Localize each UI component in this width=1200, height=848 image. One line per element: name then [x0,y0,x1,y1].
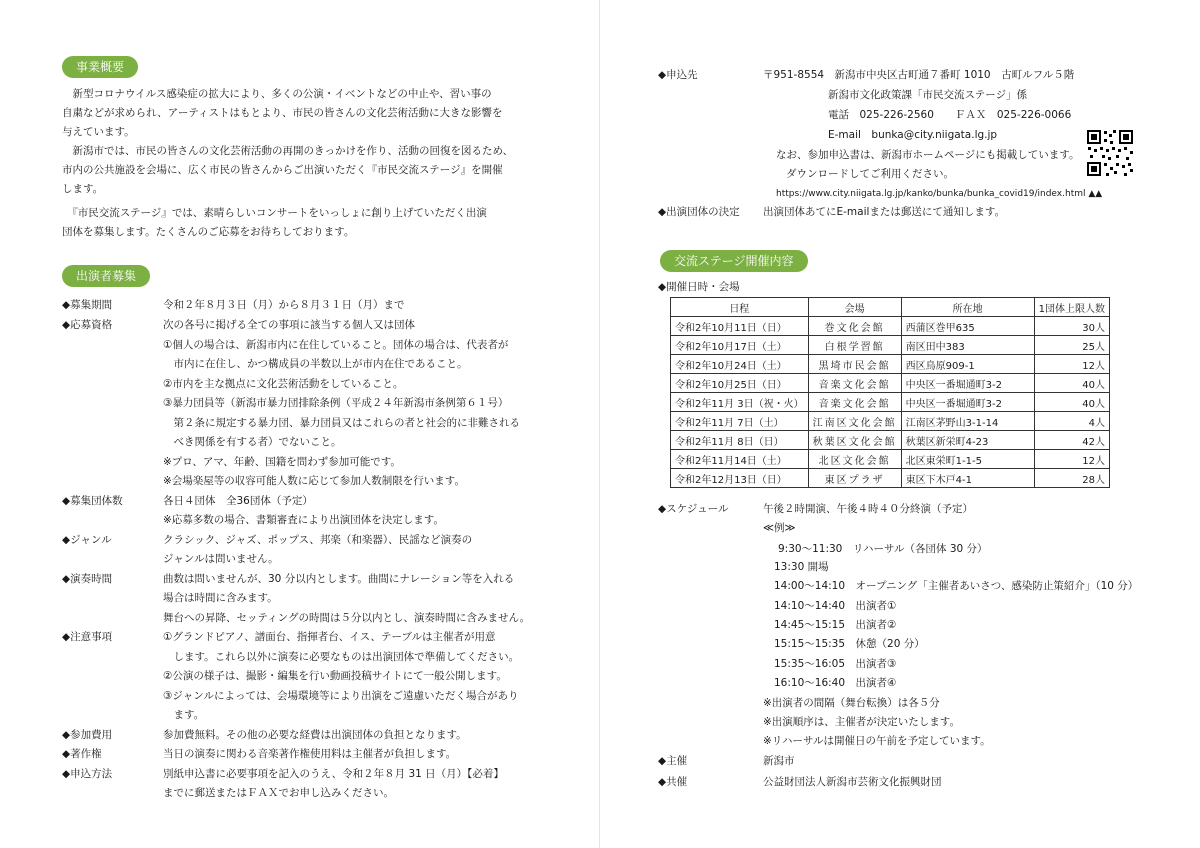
cell-capacity: 12人 [1034,450,1109,469]
co-organizer-label: ◆共催 [658,776,688,788]
cell-capacity: 25人 [1034,336,1109,355]
notes-line: します。これら以外に演奏に必要なものは出演団体で準備してください。 [163,651,520,663]
decision-label: ◆出演団体の決定 [658,206,740,218]
cell-date: 令和2年11月 8日（日） [671,431,809,450]
cell-venue: 秋葉区文化会館 [808,431,901,450]
schedule-entry: 14:10～14:40 出演者① [774,600,897,612]
cell-capacity: 40人 [1034,374,1109,393]
eligibility-line: ※プロ、アマ、年齢、国籍を問わず参加可能です。 [163,456,401,468]
cell-date: 令和2年10月11日（日） [671,317,809,336]
overview-line: 市内の公共施設を会場に、広く市民の皆さんからご出演いただく『市民交流ステージ』を開催 [62,164,503,176]
qr-code-icon [1086,129,1134,177]
schedule-entry: 15:35～16:05 出演者③ [774,658,897,670]
schedule-entry: 14:00～14:10 オープニング「主催者あいさつ、感染防止策紹介」（10 分） [774,580,1139,592]
cell-date: 令和2年11月 3日（祝・火） [671,393,809,412]
eligibility-line: ②市内を主な拠点に文化芸術活動をしていること。 [163,378,404,390]
apply-postal: 〒951-8554 新潟市中央区古町通７番町 1010 古町ルフル５階 [763,69,1075,81]
venue-table-header [671,298,1110,317]
cell-address: 中央区一番堀通町3-2 [901,374,1034,393]
eligibility-label: ◆応募資格 [62,319,113,331]
table-row [671,450,1110,469]
cell-address: 東区下木戸4-1 [901,469,1034,488]
apply-method-label: ◆申込方法 [62,768,113,780]
notes-line: ①グランドピアノ、譜面台、指揮者台、イス、テーブルは主催者が用意 [163,631,496,643]
copyright-label: ◆著作権 [62,748,102,760]
cell-venue: 巻文化会館 [808,317,901,336]
group-count-label: ◆募集団体数 [62,495,123,507]
schedule-label: ◆スケジュール [658,503,729,515]
duration-line: 曲数は問いませんが、30 分以内とします。曲間にナレーション等を入れる [163,573,515,585]
cell-address: 西蒲区巻甲635 [901,317,1034,336]
schedule-entry: 14:45～15:15 出演者② [774,619,897,631]
genre-line: クラシック、ジャズ、ポップス、邦楽（和楽器）、民謡など演奏の [163,534,473,546]
cell-capacity: 4人 [1034,412,1109,431]
cell-venue: 東区プラザ [808,469,901,488]
cell-venue: 音楽文化会館 [808,393,901,412]
schedule-entry: 15:15～15:35 休憩（20 分） [774,638,925,650]
apply-method-line: までに郵送またはＦＡＸでお申し込みください。 [163,787,394,799]
table-row [671,355,1110,374]
notes-line: ます。 [163,709,205,721]
cell-capacity: 40人 [1034,393,1109,412]
apply-to-label: ◆申込先 [658,69,698,81]
cell-address: 南区田中383 [901,336,1034,355]
genre-label: ◆ジャンル [62,534,112,546]
notes-line: ②公演の様子は、撮影・編集を行い動画投稿サイトにて一般公開します。 [163,670,507,682]
apply-note: なお、参加申込書は、新潟市ホームページにも掲載しています。 [776,149,1080,161]
overview-line: 団体を募集します。たくさんのご応募をお待ちしております。 [62,226,355,238]
apply-office: 新潟市文化政策課「市民交流ステージ」係 [828,89,1028,101]
copyright-value: 当日の演奏に関わる音楽著作権使用料は主催者が負担します。 [163,748,457,760]
cell-date: 令和2年10月25日（日） [671,374,809,393]
group-count-line: 各日４団体 全36団体（予定） [163,495,313,507]
organizer-value: 新潟市 [763,755,795,767]
cell-address: 西区鳥原909-1 [901,355,1034,374]
recruit-badge: 出演者募集 [62,265,150,287]
duration-line: 舞台への昇降、セッティングの時間は５分以内とし、演奏時間に含みません。 [163,612,531,624]
apply-url[interactable]: https://www.city.niigata.lg.jp/kanko/bunka/bunka_covid19/index.html ▲▲ [776,189,1103,199]
overview-line: 『市民交流ステージ』では、素晴らしいコンサートをいっしょに創り上げていただく出演 [62,207,487,219]
column-header-venue: 会場 [808,298,901,317]
cell-date: 令和2年11月 7日（土） [671,412,809,431]
schedule-entry: 13:30 開場 [774,561,829,573]
right-page [600,0,1200,848]
eligibility-line: 次の各号に掲げる全ての事項に該当する個人又は団体 [163,319,415,331]
eligibility-line: 第２条に規定する暴力団、暴力団員又はこれらの者と社会的に非難される [163,417,520,429]
cell-address: 北区東栄町1-1-5 [901,450,1034,469]
genre-line: ジャンルは問いません。 [163,553,279,565]
fee-label: ◆参加費用 [62,729,113,741]
cell-capacity: 30人 [1034,317,1109,336]
table-row [671,317,1110,336]
schedule-note: ※リハーサルは開催日の午前を予定しています。 [763,735,991,747]
stage-heading: ◆開催日時・会場 [658,281,740,293]
overview-line: 与えています。 [62,126,135,138]
fee-value: 参加費無料。その他の必要な経費は出演団体の負担となります。 [163,729,467,741]
cell-capacity: 12人 [1034,355,1109,374]
eligibility-line: 市内に在住し、かつ構成員の半数以上が市内在住であること。 [163,358,468,370]
overview-line: 新潟市では、市民の皆さんの文化芸術活動の再開のきっかけを作り、活動の回復を図るため、 [62,145,514,157]
cell-address: 秋葉区新栄町4-23 [901,431,1034,450]
cell-venue: 江南区文化会館 [808,412,901,431]
table-row [671,393,1110,412]
eligibility-line: ※会場楽屋等の収容可能人数に応じて参加人数制限を行います。 [163,475,465,487]
apply-method-line: 別紙申込書に必要事項を記入のうえ、令和２年８月 31 日（月）【必着】 [163,768,504,780]
table-row [671,469,1110,488]
schedule-example: ≪例≫ [763,522,796,534]
overview-line: 自粛などが求められ、アーティストはもとより、市民の皆さんの文化芸術活動に大きな影響を [62,107,503,119]
table-row [671,374,1110,393]
cell-capacity: 42人 [1034,431,1109,450]
cell-venue: 北区文化会館 [808,450,901,469]
cell-date: 令和2年10月24日（土） [671,355,809,374]
period-label: ◆募集期間 [62,299,113,311]
cell-address: 江南区茅野山3-1-14 [901,412,1034,431]
column-header-address: 所在地 [901,298,1034,317]
co-organizer-value: 公益財団法人新潟市芸術文化振興財団 [763,776,942,788]
overview-line: 新型コロナウイルス感染症の拡大により、多くの公演・イベントなどの中止や、習い事の [62,88,492,100]
eligibility-line: ①個人の場合は、新潟市内に在住していること。団体の場合は、代表者が [163,339,509,351]
cell-date: 令和2年11月14日（土） [671,450,809,469]
schedule-note: ※出演者の間隔（舞台転換）は各５分 [763,697,940,709]
table-row [671,412,1110,431]
group-count-line: ※応募多数の場合、書類審査により出演団体を決定します。 [163,514,444,526]
duration-line: 場合は時間に含みます。 [163,592,278,604]
eligibility-line: べき関係を有する者）でないこと。 [163,436,342,448]
apply-tel: 電話 025-226-2560 ＦＡＸ 025-226-0066 [828,109,1072,121]
cell-venue: 白根学習館 [808,336,901,355]
organizer-label: ◆主催 [658,755,688,767]
overview-line: します。 [62,183,104,195]
cell-date: 令和2年12月13日（日） [671,469,809,488]
table-row [671,336,1110,355]
venue-table [670,297,1110,488]
column-header-date: 日程 [671,298,809,317]
cell-capacity: 28人 [1034,469,1109,488]
apply-note: ダウンロードしてご利用ください。 [786,168,954,180]
schedule-note: ※出演順序は、主催者が決定いたします。 [763,716,960,728]
apply-email: E-mail bunka@city.niigata.lg.jp [828,129,998,141]
cell-venue: 黒埼市民会館 [808,355,901,374]
notes-line: ③ジャンルによっては、会場環境等により出演をご遠慮いただく場合があり [163,690,519,702]
schedule-summary: 午後２時開演、午後４時４０分終演（予定） [763,503,973,515]
eligibility-line: ③暴力団員等（新潟市暴力団排除条例（平成２４年新潟市条例第６１号） [163,397,509,409]
period-value: 令和２年８月３日（月）から８月３１日（月）まで [163,299,405,311]
schedule-entry: 9:30～11:30 リハーサル（各団体 30 分） [778,543,988,555]
duration-label: ◆演奏時間 [62,573,113,585]
notes-label: ◆注意事項 [62,631,113,643]
schedule-entry: 16:10～16:40 出演者④ [774,677,897,689]
cell-date: 令和2年10月17日（土） [671,336,809,355]
table-row [671,431,1110,450]
overview-badge: 事業概要 [62,56,138,78]
column-header-capacity: 1団体上限人数 [1034,298,1109,317]
cell-address: 中央区一番堀通町3-2 [901,393,1034,412]
cell-venue: 音楽文化会館 [808,374,901,393]
decision-text: 出演団体あてにE-mailまたは郵送にて通知します。 [763,206,1006,218]
stage-badge: 交流ステージ開催内容 [660,250,808,272]
